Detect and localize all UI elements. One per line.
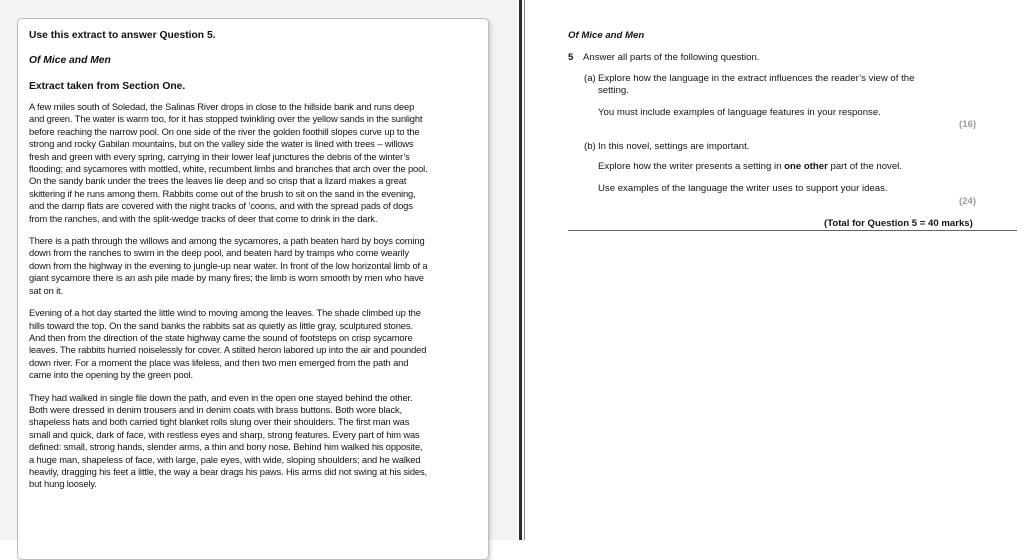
question-number: 5 (568, 52, 574, 63)
extract-paragraph: Evening of a hot day started the little wind to moving among the leaves. The shade climbed up the hills toward the top. On the sand banks the rabbits sat as quietly as little gray, sculptured stones. And then from the direction of the state highway came the sound of footsteps on crisp sycamore leaves. The rabbits hurried noiselessly for cover. A stilted heron labored up into the air and pounded down river. For a moment the place was lifeless, and then two men emerged from the path and came into the opening by the green pool. (29, 307, 427, 381)
part-a-text: Explore how the language in the extract influences the reader’s view of the setting. (598, 73, 915, 97)
extract-paragraph: They had walked in single file down the path, and even in the open one stayed behind the other. Both were dressed in denim trousers and in denim coats with brass buttons. Both wore black, shapeless hats and both carried tight blanket rolls slung over their shoulders. The first man was small and quick, dark of face, with restless eyes and sharp, strong features. Every part of him was defined: small, strong hands, slender arms, a thin and bony nose. Behind him walked his opposite, a huge man, shapeless of face, with large, pale eyes, with wide, sloping shoulders; and he walked heavily, dragging his feet a little, the way a bear drags his paws. His arms did not swing at his sides, but hung loosely. (29, 391, 427, 490)
question-intro: Answer all parts of the following question. (583, 52, 760, 63)
part-b-explore-bold: one other (784, 161, 828, 172)
extract-text (29, 101, 429, 501)
part-b-explore-post: part of the novel. (827, 161, 902, 172)
extract-instruction: Use this extract to answer Question 5. (29, 30, 216, 41)
part-b-marks: (24) (959, 196, 977, 207)
question-novel-title: Of Mice and Men (568, 30, 645, 41)
part-a-label: (a) (584, 73, 596, 84)
total-rule (568, 230, 1017, 231)
extract-header (29, 30, 469, 93)
part-b-text: In this novel, settings are important. (598, 141, 750, 152)
extract-section: Extract taken from Section One. (29, 80, 186, 92)
part-b-label: (b) (584, 141, 596, 152)
question-total: (Total for Question 5 = 40 marks) (824, 218, 973, 229)
divider-bar (519, 0, 522, 540)
extract-novel-title: Of Mice and Men (29, 55, 111, 67)
divider-line (524, 0, 525, 540)
part-a-marks: (16) (959, 119, 977, 130)
pane-divider[interactable] (517, 0, 529, 540)
part-b-explore (598, 161, 902, 173)
part-b-explore-pre: Explore how the writer presents a setting in (598, 161, 785, 172)
extract-paragraph: There is a path through the willows and among the sycamores, a path beaten hard by boys coming down from the ranches to swim in the deep pool, and beaten hard by tramps who come wearily down from the highway in the evening to jungle-up near water. In front of the low horizontal limb of a giant sycamore there is an ash pile made by many fires; the limb is worn smooth by men who have sat on it. (29, 235, 428, 296)
part-b-use: Use examples of the language the writer uses to support your ideas. (598, 183, 888, 194)
part-a-note: You must include examples of language features in your response. (598, 107, 881, 118)
extract-paragraph: A few miles south of Soledad, the Salinas River drops in close to the hillside bank and runs deep and green. The water is warm too, for it has stopped twinkling over the yellow sands in the sunlight before reaching the narrow pool. On one side of the river the golden foothill slopes curve up to the strong and rocky Gabilan mountains, but on the valley side the water is lined with trees – willows fresh and green with every spring, carrying in their lower leaf junctures the debris of the winter’s flooding; and sycamores with mottled, white, recumbent limbs and branches that arch over the pool. On the sandy bank under the trees the leaves lie deep and so crisp that a lizard makes a great skittering if he runs among them. Rabbits come out of the brush to sit on the sand in the evening, and the damp flats are covered with the night tracks of ’coons, and with the spread pads of dogs from the ranches, and with the split-wedge tracks of deer that come to drink in the dark. (29, 101, 428, 224)
